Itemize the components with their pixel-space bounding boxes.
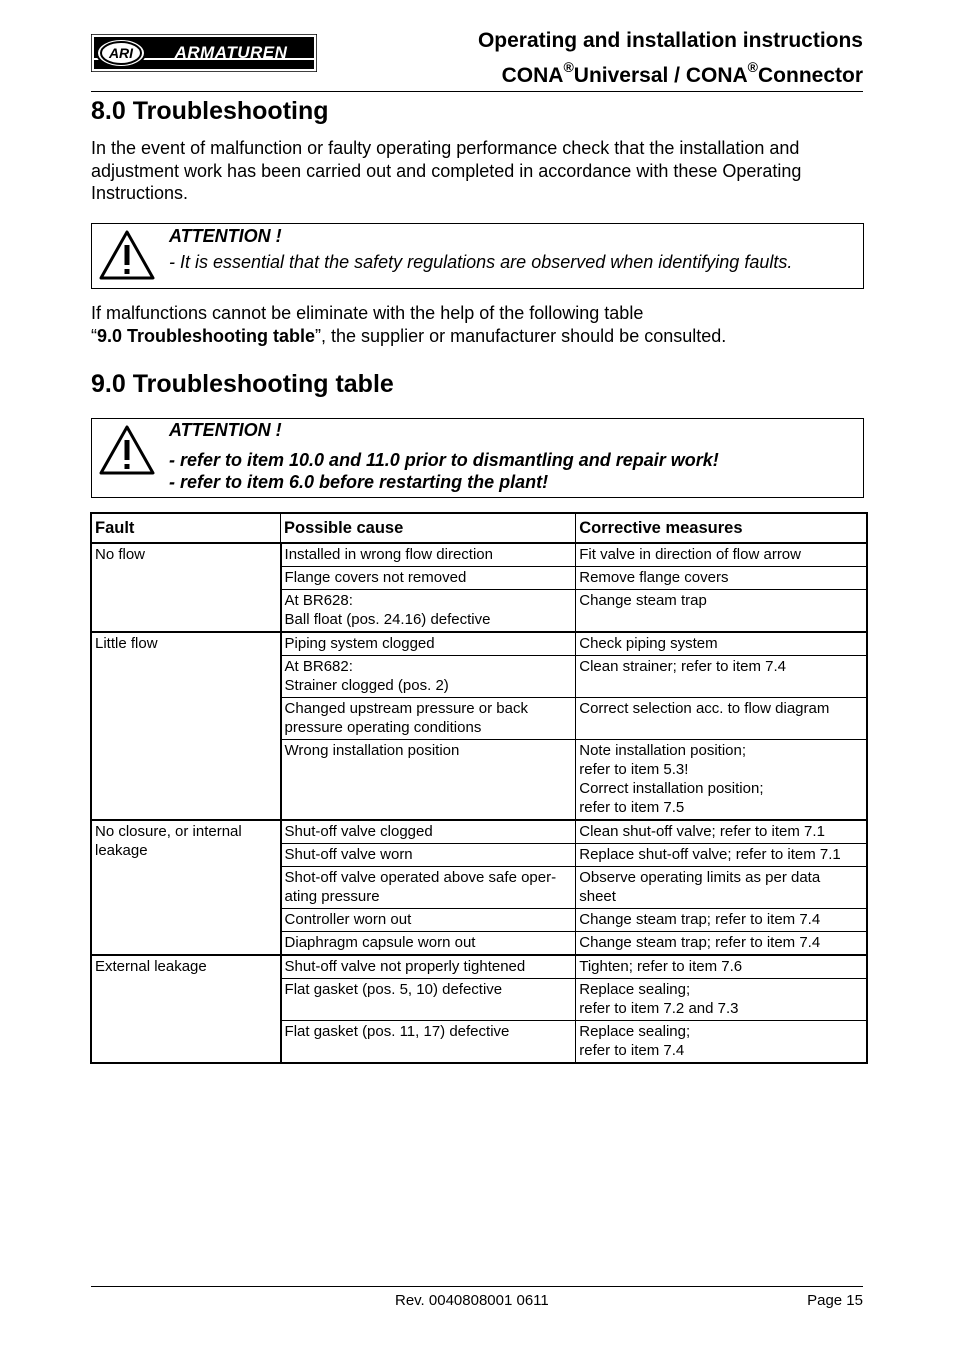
title-part-universal: Universal / CONA (573, 64, 748, 87)
fault-cell: External leakage (91, 955, 281, 1063)
measure-line: Clean strainer; refer to item 7.4 (579, 658, 786, 675)
table-row (91, 820, 867, 844)
corrective-measure-cell (576, 698, 867, 740)
corrective-measure-cell (576, 656, 867, 698)
attention-box-2 (91, 418, 864, 498)
warning-triangle-icon (98, 229, 156, 281)
measure-line: Clean shut-off valve; refer to item 7.1 (579, 823, 825, 840)
document-title-line2 (478, 55, 863, 90)
corrective-measure-cell (576, 740, 867, 821)
table-row (91, 543, 867, 567)
possible-cause-cell (281, 909, 576, 932)
corrective-measure-cell (576, 909, 867, 932)
cause-line: ating pressure (284, 888, 380, 905)
possible-cause-cell (281, 932, 576, 956)
cause-line: Controller worn out (284, 911, 412, 928)
cause-line: At BR628: (284, 592, 353, 609)
cause-line: Shot-off valve operated above safe oper- (284, 869, 557, 886)
consult-line-1: If malfunctions cannot be eliminate with the help of the following table (91, 303, 644, 323)
table-body (91, 543, 867, 1063)
page-number: Page 15 (807, 1292, 863, 1309)
possible-cause-cell (281, 567, 576, 590)
measure-line: Check piping system (579, 635, 718, 652)
title-part-connector: Connector (758, 64, 863, 87)
quote-open: “ (91, 325, 97, 346)
possible-cause-cell (281, 632, 576, 656)
corrective-measure-cell (576, 820, 867, 844)
measure-line: Remove flange covers (579, 569, 729, 586)
footer-rule (91, 1286, 863, 1287)
header-rule (91, 91, 863, 92)
possible-cause-cell (281, 979, 576, 1021)
cause-line: Installed in wrong flow direction (284, 546, 493, 563)
svg-text:ARI: ARI (108, 45, 134, 61)
attention-text: - It is essential that the safety regulations are observed when identifying faults. (169, 252, 793, 272)
attention-line-2: - refer to item 6.0 before restarting the plant! (169, 472, 549, 492)
fault-cell: Little flow (91, 632, 281, 820)
possible-cause-cell (281, 1021, 576, 1064)
measure-line: sheet (579, 888, 616, 905)
cause-line: Wrong installation position (284, 742, 460, 759)
possible-cause-cell (281, 867, 576, 909)
measure-line: Replace sealing; (579, 981, 691, 998)
cause-line: Flat gasket (pos. 11, 17) defective (284, 1023, 510, 1040)
attention-line-1: - refer to item 10.0 and 11.0 prior to dismantling and repair work! (169, 450, 719, 470)
cause-line: Flat gasket (pos. 5, 10) defective (284, 981, 503, 998)
measure-line: Note installation position; (579, 742, 746, 759)
possible-cause-cell (281, 844, 576, 867)
corrective-measure-cell (576, 590, 867, 633)
possible-cause-cell (281, 955, 576, 979)
measure-line: refer to item 7.2 and 7.3 (579, 1000, 739, 1017)
ari-armaturen-logo (91, 34, 317, 72)
cause-line: Shut-off valve worn (284, 846, 413, 863)
corrective-measure-cell (576, 632, 867, 656)
fault-cell: No flow (91, 543, 281, 632)
document-title-line1: Operating and installation instructions (477, 29, 863, 52)
possible-cause-cell (281, 543, 576, 567)
corrective-measure-cell (576, 1021, 867, 1064)
document-title (478, 26, 863, 90)
corrective-measure-cell (576, 932, 867, 956)
measure-line: Change steam trap (579, 592, 707, 609)
cause-line: At BR682: (284, 658, 353, 675)
measure-line: Replace sealing; (579, 1023, 691, 1040)
cause-line: Shut-off valve clogged (284, 823, 433, 840)
corrective-measure-cell (576, 979, 867, 1021)
cause-line: Diaphragm capsule worn out (284, 934, 476, 951)
measure-line: Observe operating limits as per data (579, 869, 821, 886)
table-row (91, 632, 867, 656)
cause-line: Flange covers not removed (284, 569, 467, 586)
possible-cause-cell (281, 656, 576, 698)
table-reference: 9.0 Troubleshooting table (97, 325, 316, 346)
measure-line: refer to item 5.3! (579, 761, 689, 778)
section-9-heading: 9.0 Troubleshooting table (91, 370, 394, 398)
corrective-measure-cell (576, 867, 867, 909)
corrective-measure-cell (576, 567, 867, 590)
measure-line: refer to item 7.5 (579, 799, 685, 816)
cause-line: Ball float (pos. 24.16) defective (284, 611, 491, 628)
title-part-cona: CONA (501, 64, 564, 87)
possible-cause-cell (281, 590, 576, 633)
measure-line: Change steam trap; refer to item 7.4 (579, 934, 821, 951)
warning-triangle-icon (98, 424, 156, 476)
header-fault: Fault (91, 513, 281, 543)
corrective-measure-cell (576, 844, 867, 867)
attention-title: ATTENTION ! (169, 226, 282, 246)
header-possible-cause: Possible cause (281, 513, 576, 543)
possible-cause-cell (281, 740, 576, 821)
measure-line: Replace shut-off valve; refer to item 7.1 (579, 846, 841, 863)
measure-line: Fit valve in direction of flow arrow (579, 546, 801, 563)
section-8-intro: In the event of malfunction or faulty operating performance check that the installation and adjustment work has been carried out and completed in accordance with these Operating Instructions. (91, 138, 802, 203)
corrective-measure-cell (576, 955, 867, 979)
fault-cell: No closure, or internal leakage (91, 820, 281, 955)
cause-line: Changed upstream pressure or back (284, 700, 528, 717)
cause-line: Shut-off valve not properly tightened (284, 958, 526, 975)
header-corrective-measures: Corrective measures (576, 513, 867, 543)
registered-mark: ® (747, 59, 758, 75)
consult-rest: ”, the supplier or manufacturer should be consulted. (315, 325, 727, 346)
cause-line: Piping system clogged (284, 635, 435, 652)
cause-line: pressure operating conditions (284, 719, 482, 736)
possible-cause-cell (281, 820, 576, 844)
measure-line: Change steam trap; refer to item 7.4 (579, 911, 821, 928)
measure-line: refer to item 7.4 (579, 1042, 685, 1059)
table-row (91, 955, 867, 979)
attention-box-1 (91, 223, 864, 289)
possible-cause-cell (281, 698, 576, 740)
cause-line: Strainer clogged (pos. 2) (284, 677, 449, 694)
attention-title: ATTENTION ! (169, 420, 282, 440)
consult-paragraph (91, 302, 863, 347)
section-8-heading: 8.0 Troubleshooting (91, 97, 329, 125)
corrective-measure-cell (576, 543, 867, 567)
measure-line: Tighten; refer to item 7.6 (579, 958, 743, 975)
svg-text:ARMATUREN: ARMATUREN (174, 43, 288, 62)
revision-number: Rev. 0040808001 0611 (395, 1292, 549, 1309)
troubleshooting-table (90, 512, 868, 1064)
measure-line: Correct selection acc. to flow diagram (579, 700, 830, 717)
table-header-row (91, 513, 867, 543)
measure-line: Correct installation position; (579, 780, 764, 797)
registered-mark: ® (563, 59, 574, 75)
consult-line-2 (91, 325, 863, 348)
